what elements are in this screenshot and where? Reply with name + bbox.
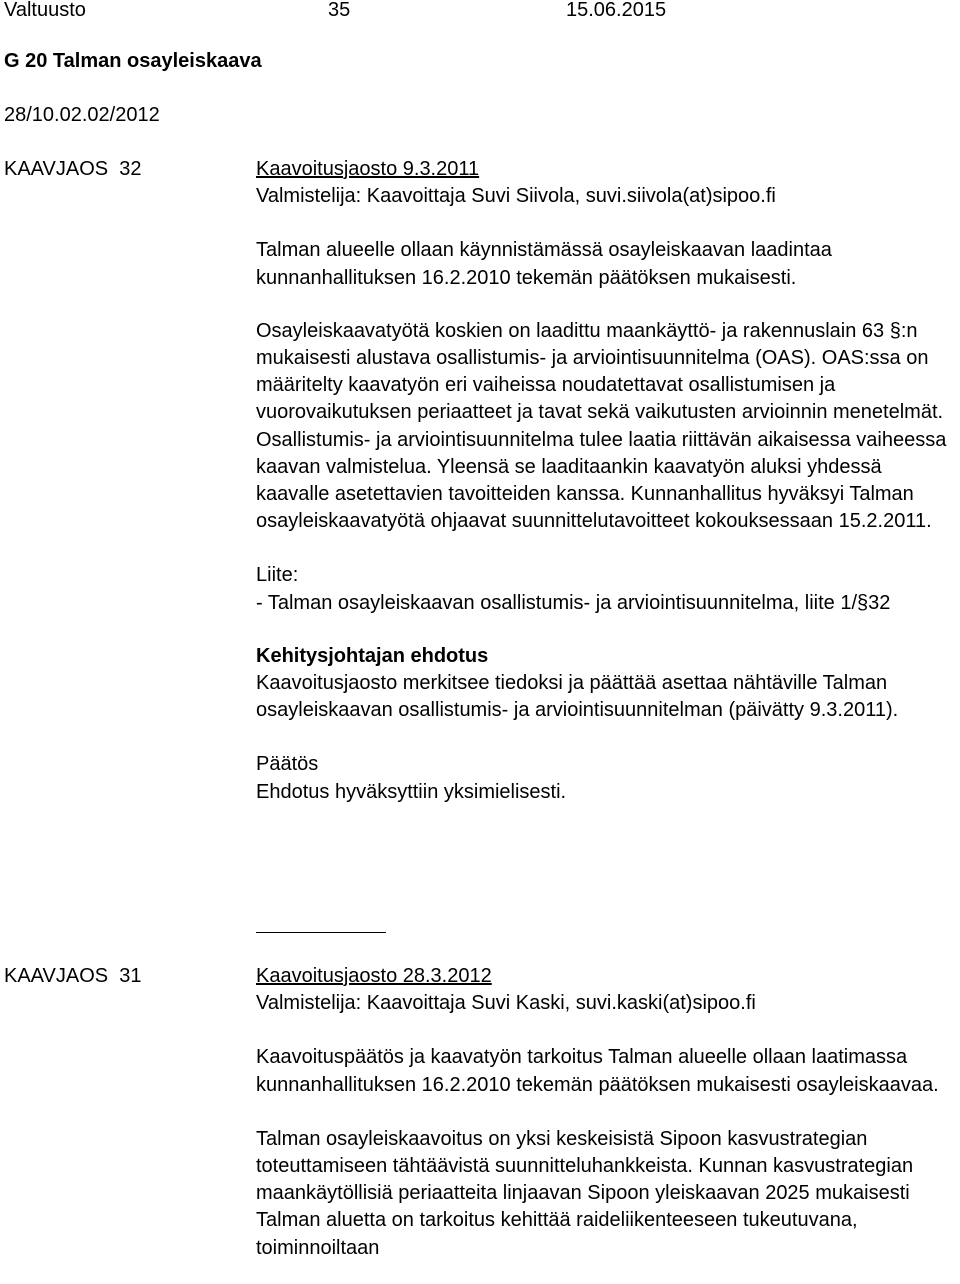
organ-label: Valtuusto [4,0,86,21]
entry-2 [256,963,956,1262]
case-reference: 28/10.02.02/2012 [4,104,160,126]
meeting-link-2011[interactable]: Kaavoitusjaosto 9.3.2011 [256,158,480,180]
section-label-31: KAAVJAOS 31 [4,965,142,987]
section-label-32: KAAVJAOS 32 [4,158,142,180]
proposal-text: Kaavoitusjaosto merkitsee tiedoksi ja päättää asettaa nähtäville Talman osayleiskaavan osallistumis- ja arviointisuunnitelman (päivätty 9.3.2011). [256,672,899,722]
meeting-link-2012[interactable]: Kaavoitusjaosto 28.3.2012 [256,965,492,987]
attachment-label: Liite: [256,564,299,587]
page-number: 35 [328,0,351,21]
separator-line [256,932,386,933]
paragraph: Talman osayleiskaavoitus on yksi keskeisistä Sipoon kasvustrategian toteuttamiseen tähtäävistä suunnitteluhankkeista. Kunnan kasvustrategian maankäytöllisiä periaatteita linjaavan Sipoon yleiskaavan 2025 mukaisesti Talman aluetta on tarkoitus kehittää raideliikenteeseen tukeutuvana, toiminnoiltaan [256,1127,914,1259]
attachment-text: - Talman osayleiskaavan osallistumis- ja arviointisuunnitelma, liite 1/§32 [256,591,891,614]
meeting-date: 15.06.2015 [566,0,667,21]
preparer-line: Valmistelija: Kaavoittaja Suvi Kaski, suvi.kaski(at)sipoo.fi [256,992,756,1015]
proposal-heading: Kehitysjohtajan ehdotus [256,644,489,667]
paragraph: Osayleiskaavatyötä koskien on laadittu maankäyttö- ja rakennuslain 63 §:n mukaisesti alustava osallistumis- ja arviointisuunnitelma (OAS). OAS:ssa on määritelty kaavatyön eri vaiheissa noudatettavat osallistumisen ja vuorovaikutuksen periaatteet ja tavat sekä vaikutusten arvioinnin menetelmät. Osallistumis- ja arviointisuunnitelma tulee laatia riittävän aikaisessa vaiheessa kaavan valmistelua. Yleensä se laaditaankin kaavatyön aluksi yhdessä kaavalle asetettavien tavoitteiden kanssa. Kunnanhallitus hyväksyi Talman osayleiskaavatyötä ohjaavat suunnittelutavoitteet kokouksessaan 15.2.2011. [256,319,947,533]
paragraph: Kaavoituspäätös ja kaavatyön tarkoitus Talman alueelle ollaan laatimassa kunnanhallituksen 16.2.2010 tekemän päätöksen mukaisesti osayleiskaavaa. [256,1046,939,1096]
entry-1 [256,156,956,806]
decision-heading: Päätös [256,753,319,776]
preparer-line: Valmistelija: Kaavoittaja Suvi Siivola, suvi.siivola(at)sipoo.fi [256,185,776,208]
paragraph: Talman alueelle ollaan käynnistämässä osayleiskaavan laadintaa kunnanhallituksen 16.2.2010 tekemän päätöksen mukaisesti. [256,239,832,289]
decision-text: Ehdotus hyväksyttiin yksimielisesti. [256,780,567,803]
case-title: G 20 Talman osayleiskaava [4,50,262,72]
